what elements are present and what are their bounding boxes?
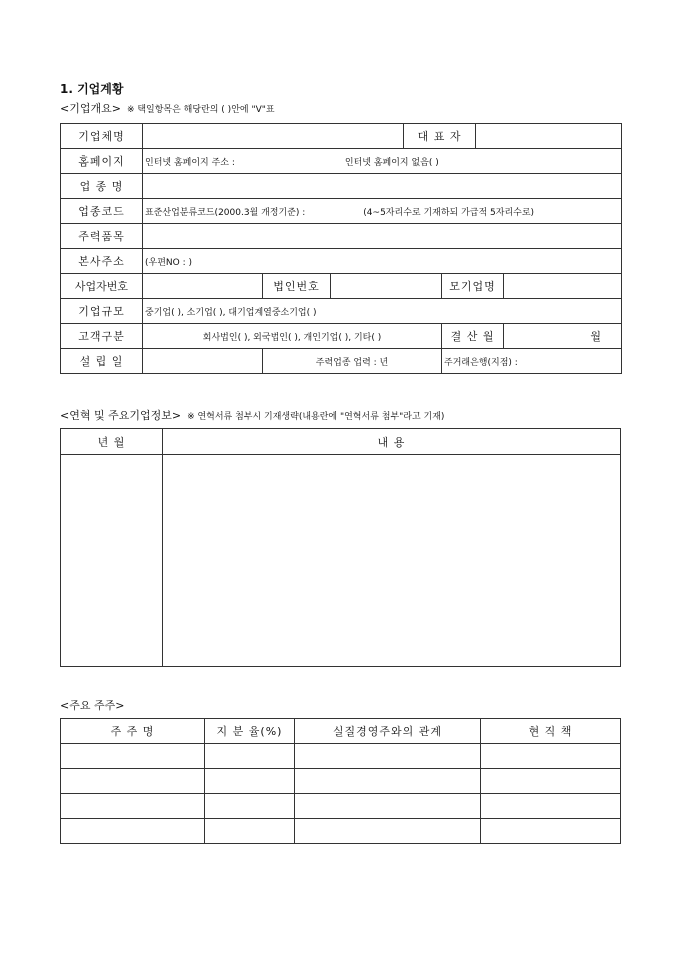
homepage-field[interactable] (143, 149, 622, 174)
shareholders-table (60, 718, 621, 844)
table-row (61, 744, 621, 769)
label-settlement-month: 결 산 월 (442, 324, 504, 349)
industry-name-field[interactable] (143, 174, 622, 199)
history-caption (60, 407, 444, 423)
label-homepage: 홈페이지 (61, 149, 143, 174)
cell[interactable] (205, 819, 295, 844)
caption-text: <연혁 및 주요기업정보> (60, 409, 182, 422)
main-industry-career-field[interactable]: 주력업종 업력 : 년 (263, 349, 442, 374)
overview-note: ※ 택일항목은 해당란의 ( )안에 "V"표 (126, 105, 275, 115)
label-established: 설 립 일 (61, 349, 143, 374)
table-row (61, 769, 621, 794)
table-row (61, 819, 621, 844)
label-company-name: 기업체명 (61, 124, 143, 149)
main-product-field[interactable] (143, 224, 622, 249)
cell[interactable] (481, 769, 621, 794)
cell[interactable] (61, 744, 205, 769)
main-bank-field[interactable]: 주거래은행(지점) : (442, 349, 622, 374)
cell[interactable] (205, 744, 295, 769)
cell[interactable] (481, 744, 621, 769)
caption-text: <기업개요> (60, 102, 121, 115)
industry-code-field[interactable] (143, 199, 622, 224)
header-position: 현 직 책 (481, 719, 621, 744)
cell[interactable] (61, 794, 205, 819)
cell[interactable] (205, 769, 295, 794)
label-main-product: 주력품목 (61, 224, 143, 249)
label-ceo: 대 표 자 (404, 124, 476, 149)
cell[interactable] (295, 769, 481, 794)
table-row (61, 794, 621, 819)
cell[interactable] (205, 794, 295, 819)
parent-company-field[interactable] (504, 274, 622, 299)
cell[interactable] (295, 744, 481, 769)
label-industry-code: 업종코드 (61, 199, 143, 224)
company-name-field[interactable] (143, 124, 404, 149)
customer-type-field[interactable]: 회사법인( ), 외국법인( ), 개인기업( ), 기타( ) (143, 324, 442, 349)
label-hq-address: 본사주소 (61, 249, 143, 274)
industry-code-text: 표준산업분류코드(2000.3월 개정기준) : (145, 207, 306, 218)
header-shareholder-name: 주 주 명 (61, 719, 205, 744)
label-parent-company: 모기업명 (442, 274, 504, 299)
biz-number-field[interactable] (143, 274, 263, 299)
company-overview-table (60, 123, 622, 374)
header-relationship: 실질경영주와의 관계 (295, 719, 481, 744)
label-company-size: 기업규모 (61, 299, 143, 324)
homepage-address-text: 인터넷 홈페이지 주소 : (145, 157, 235, 168)
ceo-field[interactable] (476, 124, 622, 149)
shareholders-caption: <주요 주주> (60, 699, 125, 712)
label-biz-number: 사업자번호 (61, 274, 143, 299)
history-content-field[interactable] (163, 455, 621, 667)
history-note: ※ 연혁서류 첨부시 기재생략(내용란에 "연혁서류 첨부"라고 기재) (187, 412, 445, 422)
cell[interactable] (61, 769, 205, 794)
header-content: 내 용 (163, 429, 621, 455)
industry-code-hint: (4~5자리수로 기재하되 가급적 5자리수로) (363, 207, 535, 218)
company-size-field[interactable]: 중기업( ), 소기업( ), 대기업계열중소기업( ) (143, 299, 622, 324)
settlement-month-field[interactable]: 월 (504, 324, 622, 349)
cell[interactable] (481, 819, 621, 844)
cell[interactable] (295, 794, 481, 819)
history-table (60, 428, 621, 667)
header-share-ratio: 지 분 율(%) (205, 719, 295, 744)
section-title: 1. 기업계황 (60, 82, 124, 96)
cell[interactable] (295, 819, 481, 844)
homepage-none-text: 인터넷 홈페이지 없음( ) (344, 157, 439, 168)
label-industry-name: 업 종 명 (61, 174, 143, 199)
hq-address-field[interactable]: (우편NO : ) (143, 249, 622, 274)
overview-caption (60, 100, 275, 116)
cell[interactable] (61, 819, 205, 844)
label-customer-type: 고객구분 (61, 324, 143, 349)
corp-number-field[interactable] (331, 274, 442, 299)
cell[interactable] (481, 794, 621, 819)
header-year-month: 년 월 (61, 429, 163, 455)
established-field[interactable] (143, 349, 263, 374)
label-corp-number: 법인번호 (263, 274, 331, 299)
history-date-field[interactable] (61, 455, 163, 667)
